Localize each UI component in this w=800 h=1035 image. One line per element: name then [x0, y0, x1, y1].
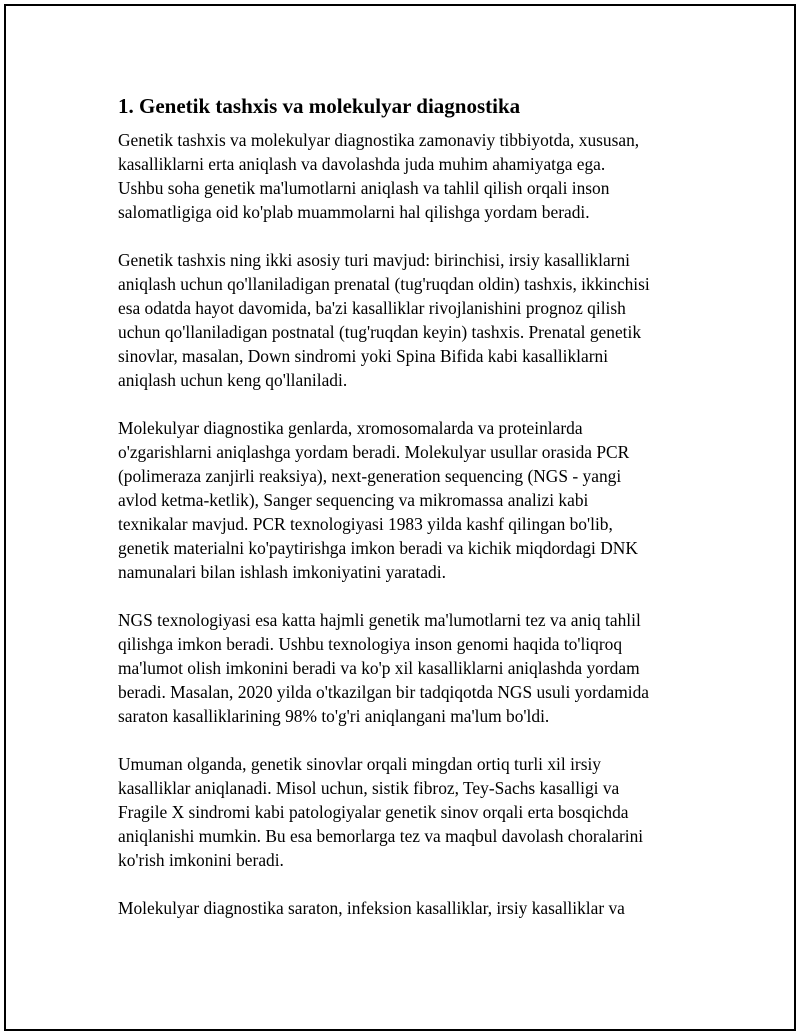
section-heading: 1. Genetik tashxis va molekulyar diagnostika	[118, 94, 521, 118]
paragraph-1: Genetik tashxis va molekulyar diagnostika zamonaviy tibbiyotda, xususan, kasalliklarni erta aniqlash va davolashda juda muhim ahamiyatga ega. Ushbu soha genetik ma'lumotlarni aniqlash va tahlil qilish orqali inson salomatligiga oid ko'plab muammolarni hal qilishga yordam beradi.	[118, 130, 640, 222]
paragraph-2: Genetik tashxis ning ikki asosiy turi mavjud: birinchisi, irsiy kasalliklarni aniqlash uchun qo'llaniladigan prenatal (tug'ruqdan oldin) tashxis, ikkinchisi esa odatda hayot davomida, ba'zi kasalliklar rivojlanishini prognoz qilish uchun qo'llaniladigan postnatal (tug'ruqdan keyin) tashxis. Prenatal genetik sinovlar, masalan, Down sindromi yoki Spina Bifida kabi kasalliklarni aniqlash uchun keng qo'llaniladi.	[118, 250, 650, 390]
paragraph-3: Molekulyar diagnostika genlarda, xromosomalarda va proteinlarda o'zgarishlarni aniqlashga yordam beradi. Molekulyar usullar orasida PCR (polimeraza zanjirli reaksiya), next-generation sequencing (NGS - yangi avlod ketma-ketlik), Sanger sequencing va mikromassa analizi kabi texnikalar mavjud. PCR texnologiyasi 1983 yilda kashf qilingan bo'lib, genetik materialni ko'paytirishga imkon beradi va kichik miqdordagi DNK namunalari bilan ishlash imkoniyatini yaratadi.	[118, 418, 638, 582]
document-body	[118, 92, 694, 944]
paragraph-5: Umuman olganda, genetik sinovlar orqali mingdan ortiq turli xil irsiy kasalliklar aniqlanadi. Misol uchun, sistik fibroz, Tey-Sachs kasalligi va Fragile X sindromi kabi patologiyalar genetik sinov orqali erta bosqichda aniqlanishi mumkin. Bu esa bemorlarga tez va maqbul davolash choralarini ko'rish imkonini beradi.	[118, 754, 644, 870]
paragraph-4: NGS texnologiyasi esa katta hajmli genetik ma'lumotlarni tez va aniq tahlil qilishga imkon beradi. Ushbu texnologiya inson genomi haqida to'liqroq ma'lumot olish imkonini beradi va ko'p xil kasalliklarni aniqlashda yordam beradi. Masalan, 2020 yilda o'tkazilgan bir tadqiqotda NGS usuli yordamida saraton kasalliklarining 98% to'g'ri aniqlangani ma'lum bo'ldi.	[118, 610, 650, 726]
paragraph-6: Molekulyar diagnostika saraton, infeksion kasalliklar, irsiy kasalliklar va	[118, 898, 625, 918]
